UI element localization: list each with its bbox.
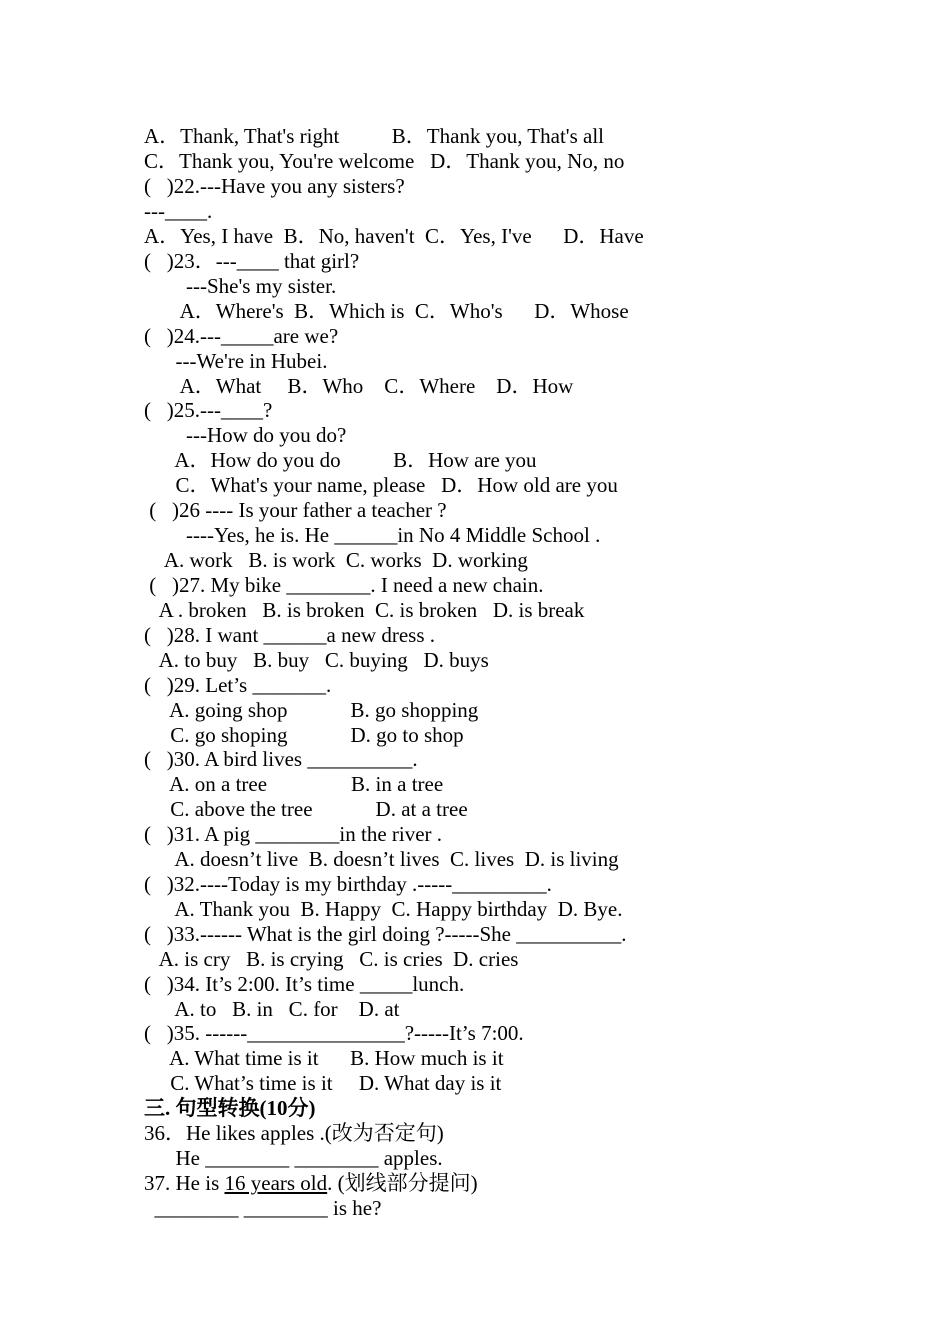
- question-25-reply: ---How do you do?: [144, 423, 347, 447]
- question-24-options: A．What B．Who C．Where D．How: [144, 374, 574, 398]
- question-29-options-row2: C. go shoping D. go to shop: [144, 723, 464, 747]
- question-36-answer-line: He ________ ________ apples.: [144, 1146, 443, 1170]
- question-34: ( )34. It’s 2:00. It’s time _____lunch.: [144, 972, 465, 996]
- question-30: ( )30. A bird lives __________.: [144, 747, 418, 771]
- question-23-options: A．Where's B．Which is C．Who's D．Whose: [144, 299, 629, 323]
- question-30-options-row1: A. on a tree B. in a tree: [144, 772, 444, 796]
- question-27: ( )27. My bike ________. I need a new chain.: [144, 573, 544, 597]
- question-26-reply: ----Yes, he is. He ______in No 4 Middle School .: [144, 523, 601, 547]
- question-32: ( )32.----Today is my birthday .-----_________.: [144, 872, 552, 896]
- question-32-options: A. Thank you B. Happy C. Happy birthday D. Bye.: [144, 897, 623, 921]
- question-25: ( )25.---____?: [144, 398, 273, 422]
- question-36: 36．He likes apples .(改为否定句): [144, 1121, 444, 1145]
- question-29: ( )29. Let’s _______.: [144, 673, 332, 697]
- question-24-reply: ---We're in Hubei.: [144, 349, 328, 373]
- question-35: ( )35. ------_______________?-----It’s 7:00.: [144, 1021, 524, 1045]
- question-28: ( )28. I want ______a new dress .: [144, 623, 436, 647]
- question-24: ( )24.---_____are we?: [144, 324, 339, 348]
- section-3-heading: 三. 句型转换(10分): [144, 1096, 316, 1120]
- question-27-options: A . broken B. is broken C. is broken D. is break: [144, 598, 585, 622]
- question-33: ( )33.------ What is the girl doing ?-----She __________.: [144, 922, 627, 946]
- question-31: ( )31. A pig ________in the river .: [144, 822, 443, 846]
- question-37: [144, 1171, 478, 1195]
- question-23-reply: ---She's my sister.: [144, 274, 337, 298]
- question-35-options-row2: C. What’s time is it D. What day is it: [144, 1071, 502, 1095]
- question-34-options: A. to B. in C. for D. at: [144, 997, 400, 1021]
- question-25-options-row2: C．What's your name, please D．How old are you: [144, 473, 618, 497]
- question-26-options: A. work B. is work C. works D. working: [144, 548, 528, 572]
- question-37-prefix: 37. He is: [144, 1171, 225, 1195]
- question-26: ( )26 ---- Is your father a teacher ?: [144, 498, 447, 522]
- question-35-options-row1: A. What time is it B. How much is it: [144, 1046, 504, 1070]
- q21-options-row1: A．Thank, That's right B．Thank you, That's all: [144, 124, 604, 148]
- question-23: ( )23．---____ that girl?: [144, 249, 360, 273]
- question-29-options-row1: A. going shop B. go shopping: [144, 698, 479, 722]
- question-37-underlined-phrase: 16 years old: [224, 1171, 328, 1195]
- question-30-options-row2: C. above the tree D. at a tree: [144, 797, 468, 821]
- question-22: ( )22.---Have you any sisters?: [144, 174, 405, 198]
- question-37-answer-line: ________ ________ is he?: [144, 1196, 382, 1220]
- question-31-options: A. doesn’t live B. doesn’t lives C. lives D. is living: [144, 847, 619, 871]
- question-22-options: A．Yes, I have B．No, haven't C．Yes, I've D．Have: [144, 224, 644, 248]
- question-25-options-row1: A．How do you do B．How are you: [144, 448, 537, 472]
- question-28-options: A. to buy B. buy C. buying D. buys: [144, 648, 489, 672]
- question-33-options: A. is cry B. is crying C. is cries D. cries: [144, 947, 519, 971]
- q21-options-row2: C．Thank you, You're welcome D．Thank you, No, no: [144, 149, 625, 173]
- question-22-answer-blank: ---____.: [144, 199, 213, 223]
- question-37-suffix: . (划线部分提问): [327, 1171, 478, 1195]
